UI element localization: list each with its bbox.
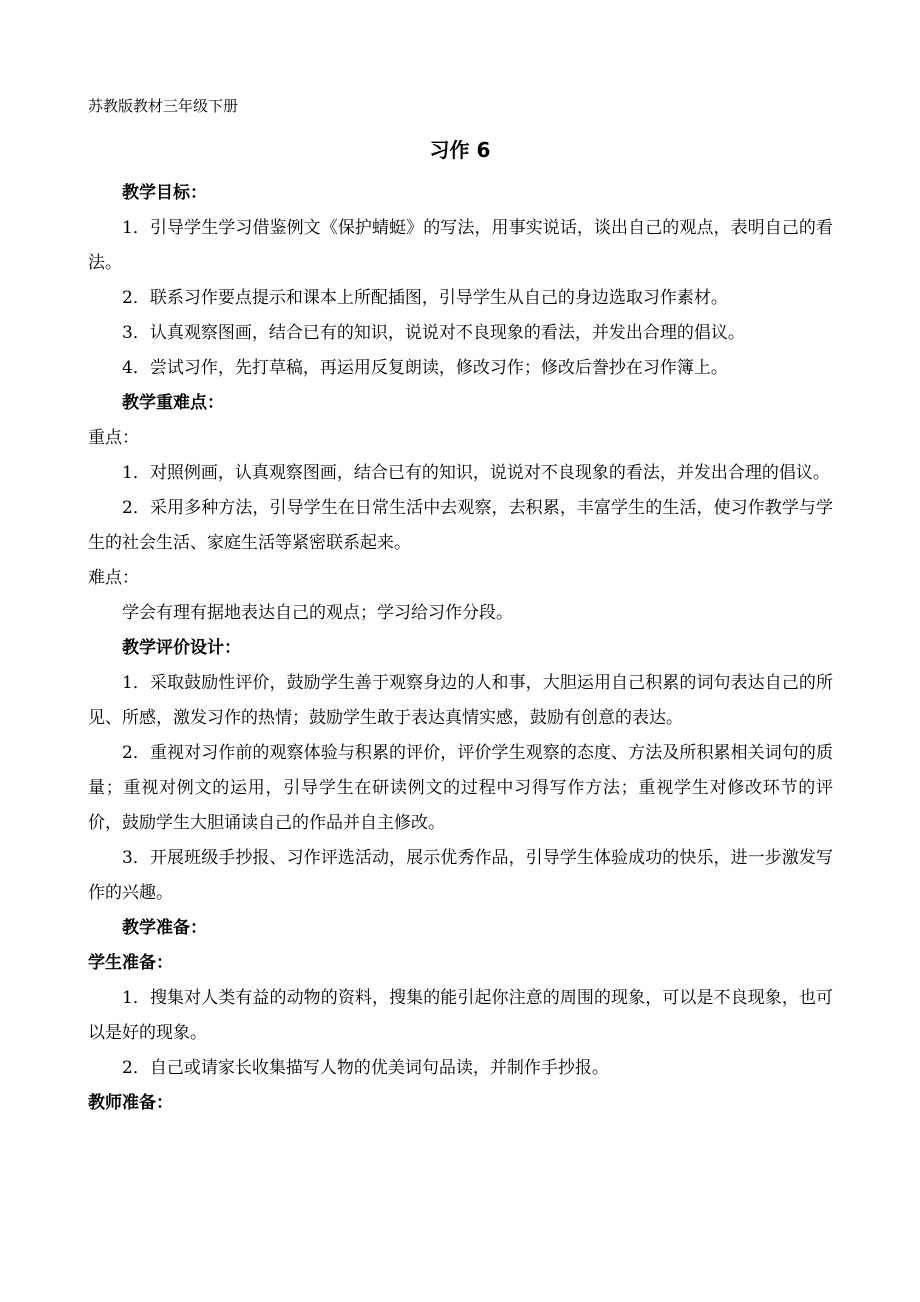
student-preparation-item: 1．搜集对人类有益的动物的资料，搜集的能引起你注意的周围的现象，可以是不良现象，也可以是好的现象。	[88, 988, 833, 1043]
difficulty-label: 难点：	[88, 568, 139, 588]
evaluation-item: 2．重视对习作前的观察体验与积累的评价，评价学生观察的态度、方法及所积累相关词句的质量；重视对例文的运用，引导学生在研读例文的过程中习得写作方法；重视学生对修改环节的评价，鼓励学生大胆诵读自己的作品并自主修改。	[88, 743, 833, 833]
evaluation-heading: 教学评价设计：	[122, 638, 241, 658]
student-preparation-item: 2．自己或请家长收集描写人物的优美词句品读，并制作手抄报。	[122, 1058, 609, 1078]
objective-item: 4．尝试习作，先打草稿，再运用反复朗读，修改习作；修改后誊抄在习作簿上。	[122, 358, 728, 378]
teacher-preparation-label: 教师准备：	[88, 1093, 173, 1113]
focus-item: 2．采用多种方法，引导学生在日常生活中去观察，去积累，丰富学生的生活，使习作教学与学生的社会生活、家庭生活等紧密联系起来。	[88, 498, 833, 553]
evaluation-item: 3．开展班级手抄报、习作评选活动，展示优秀作品，引导学生体验成功的快乐，进一步激发写作的兴趣。	[88, 848, 833, 903]
objective-item: 1．引导学生学习借鉴例文《保护蜻蜓》的写法，用事实说话，谈出自己的观点，表明自己的看法。	[88, 218, 833, 273]
difficulty-text: 学会有理有据地表达自己的观点；学习给习作分段。	[122, 603, 513, 623]
preparation-heading: 教学准备：	[122, 918, 207, 938]
textbook-note: 苏教版教材三年级下册	[88, 97, 239, 115]
focus-item: 1．对照例画，认真观察图画，结合已有的知识，说说对不良现象的看法，并发出合理的倡议。	[122, 463, 830, 483]
objective-item: 3．认真观察图画，结合已有的知识，说说对不良现象的看法，并发出合理的倡议。	[122, 323, 745, 343]
document-body	[88, 176, 833, 1121]
focus-label: 重点：	[88, 428, 139, 448]
evaluation-item: 1．采取鼓励性评价，鼓励学生善于观察身边的人和事，大胆运用自己积累的词句表达自己的所见、所感，激发习作的热情；鼓励学生敢于表达真情实感，鼓励有创意的表达。	[88, 673, 833, 728]
student-preparation-label: 学生准备：	[88, 953, 173, 973]
objectives-heading: 教学目标：	[122, 183, 207, 203]
key-points-heading: 教学重难点：	[122, 393, 224, 413]
page-title: 习作 6	[429, 138, 491, 162]
objective-item: 2．联系习作要点提示和课本上所配插图，引导学生从自己的身边选取习作素材。	[122, 288, 728, 308]
